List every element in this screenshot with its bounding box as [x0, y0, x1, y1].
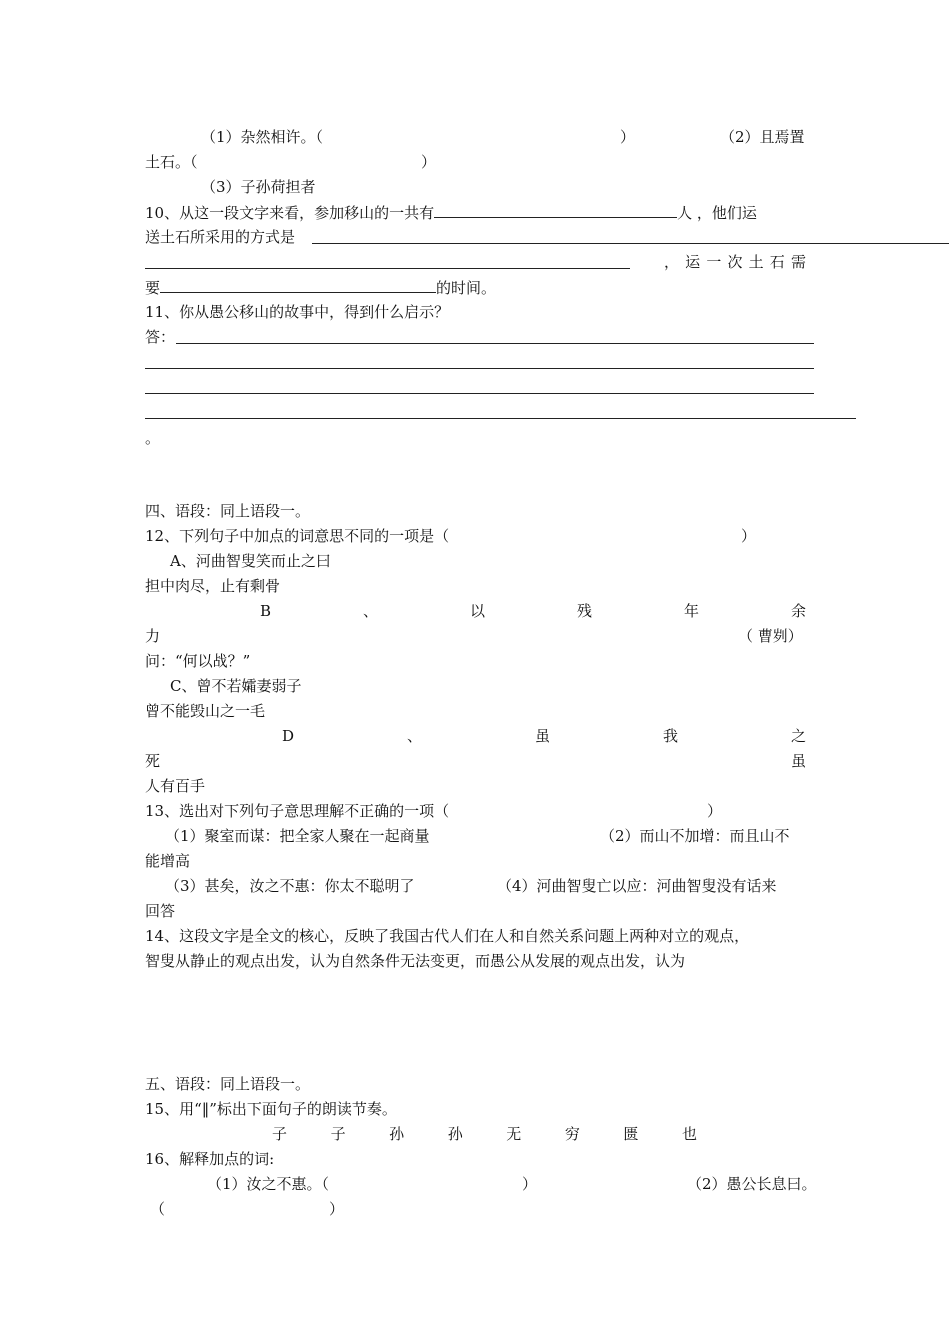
- q14-line2: 智叟从静止的观点出发，认为自然条件无法变更，而愚公从发展的观点出发，认为: [145, 952, 686, 970]
- q11-end-mark: 。: [145, 429, 161, 447]
- q15-char[interactable]: 穷: [564, 1125, 580, 1143]
- q16-stem: 16、解释加点的词:: [145, 1150, 275, 1168]
- q12-option-b-4: 问：“何以战？”: [145, 652, 251, 670]
- q15-char[interactable]: 子: [272, 1125, 288, 1143]
- q10-char: 石: [769, 253, 785, 271]
- q11-answer-line[interactable]: [176, 343, 814, 344]
- q15-char[interactable]: 也: [681, 1125, 697, 1143]
- q10-line4: [145, 277, 496, 297]
- q11-answer-line[interactable]: [145, 368, 814, 369]
- q12-d-char: D: [282, 727, 295, 745]
- q15-char[interactable]: 匮: [623, 1125, 639, 1143]
- q16-item2: （2）愚公长息曰。: [687, 1175, 817, 1193]
- q10-char: ，: [664, 253, 680, 271]
- q12-stem: 12、下列句子中加点的词意思不同的一项是（: [145, 527, 450, 545]
- q9-item2-close: ）: [421, 153, 437, 171]
- q10-char: 运: [685, 253, 701, 271]
- q12-option-c-2: 曾不能毁山之一毛: [145, 702, 266, 720]
- q13-item4-cont: 回答: [145, 902, 176, 920]
- q12-d-char: 我: [662, 727, 678, 745]
- q10-char: 需: [790, 253, 806, 271]
- q12-option-b: [260, 601, 806, 621]
- q12-b-char: 余: [790, 602, 806, 620]
- q15-char[interactable]: 子: [330, 1125, 346, 1143]
- q11-answer-line[interactable]: [145, 393, 814, 394]
- q10-line3-tail: [664, 252, 806, 272]
- q15-sentence: [272, 1124, 697, 1144]
- q13-item1: （1）聚室而谋：把全家人聚在一起商量: [165, 827, 430, 845]
- q10-blank-count[interactable]: [434, 202, 677, 218]
- q12-option-d-3: 虽: [791, 752, 807, 770]
- q9-item1-close: ）: [620, 128, 636, 146]
- q12-d-char: 、: [407, 727, 423, 745]
- q12-b-char: 年: [683, 602, 699, 620]
- q10-text-e: 要: [145, 279, 161, 297]
- q10-blank-time[interactable]: [160, 277, 436, 293]
- q15-char[interactable]: 孙: [389, 1125, 405, 1143]
- q12-option-c: C、曾不若孀妻弱子: [170, 677, 302, 695]
- q10-text-b: 人 ，他们运: [677, 204, 757, 222]
- q12-option-d: [282, 726, 806, 746]
- q12-option-d-2: 死: [145, 752, 161, 770]
- q12-close: ）: [741, 527, 757, 545]
- q16-item1-close: ）: [522, 1175, 538, 1193]
- q13-item2: （2）而山不加增：而且山不: [600, 827, 790, 845]
- q13-item4: （4）河曲智叟亡以应：河曲智叟没有话来: [497, 877, 777, 895]
- q12-option-a-2: 担中肉尽，止有剩骨: [145, 577, 281, 595]
- q16-item2-open: （: [150, 1200, 166, 1218]
- q12-d-char: 之: [790, 727, 806, 745]
- q9-item3: （3）子孙荷担者: [201, 178, 316, 196]
- q13-item2-cont: 能增高: [145, 852, 191, 870]
- q10-line2: [145, 227, 295, 247]
- q11-question: 11、你从愚公移山的故事中，得到什么启示？: [145, 303, 450, 321]
- q12-option-b-2: 力: [145, 627, 161, 645]
- q10-text-f: 的时间。: [436, 279, 497, 297]
- q12-option-d-4: 人有百手: [145, 777, 206, 795]
- q10-text-c: 送土石所采用的方式是: [145, 228, 296, 246]
- q12-b-char: 残: [576, 602, 592, 620]
- q9-item1-open: （1）杂然相许。（: [201, 128, 324, 146]
- q11-answer-line[interactable]: [145, 418, 856, 419]
- q10-char: 土: [748, 253, 764, 271]
- q12-b-char: B: [260, 602, 272, 620]
- q15-char[interactable]: 孙: [447, 1125, 463, 1143]
- q10-text-a: 10、从这一段文字来看，参加移山的一共有: [145, 204, 435, 222]
- q12-d-char: 虽: [534, 727, 550, 745]
- section5-heading: 五、语段：同上语段一。: [145, 1075, 311, 1093]
- q10-blank-method[interactable]: [312, 243, 949, 244]
- q16-item1-open: （1）汝之不惠。（: [207, 1175, 330, 1193]
- q12-b-char: 以: [469, 602, 485, 620]
- q15-stem: 15、用“‖”标出下面句子的朗读节奏。: [145, 1100, 397, 1118]
- q16-item2-close: ）: [329, 1200, 345, 1218]
- q13-close: ）: [707, 802, 723, 820]
- q9-item2-cont: 土石。（: [145, 153, 198, 171]
- q15-char[interactable]: 无: [506, 1125, 522, 1143]
- q14-line1: 14、这段文字是全文的核心，反映了我国古代人们在人和自然关系问题上两种对立的观点，: [145, 927, 750, 945]
- q9-item2-open: （2）且焉置: [720, 128, 805, 146]
- q12-option-a: A、河曲智叟笑而止之曰: [170, 552, 331, 570]
- q12-b-char: 、: [363, 602, 379, 620]
- q13-stem: 13、选出对下列句子意思理解不正确的一项（: [145, 802, 450, 820]
- q13-item3: （3）甚矣，汝之不惠：你太不聪明了: [165, 877, 415, 895]
- q10-char: 一: [706, 253, 722, 271]
- section4-heading: 四、语段：同上语段一。: [145, 502, 311, 520]
- q12-option-b-3: （ 曹刿）: [738, 627, 803, 645]
- q10-blank-method-cont[interactable]: [145, 268, 630, 269]
- q11-answer-label: 答：: [145, 328, 176, 346]
- q10-char: 次: [727, 253, 743, 271]
- q10-line1: [145, 202, 757, 222]
